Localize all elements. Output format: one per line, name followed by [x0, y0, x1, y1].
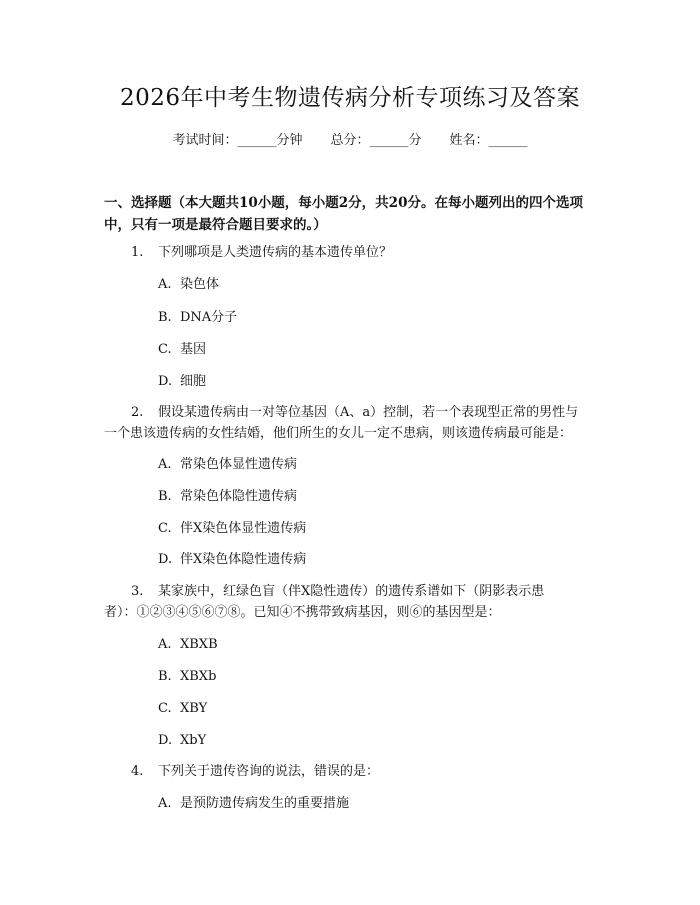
question-text: 下列哪项是人类遗传病的基本遗传单位？ — [158, 245, 393, 260]
option-label: D. — [158, 733, 173, 748]
option-label: B. — [158, 310, 172, 325]
option-text: XBXB — [180, 637, 218, 652]
student-name-field: 姓名：______ — [449, 133, 528, 148]
page-title: 2026年中考生物遗传病分析专项练习及答案 — [119, 85, 581, 111]
option-text: 常染色体隐性遗传病 — [180, 489, 298, 504]
question-2-option-b — [158, 487, 297, 507]
question-4-option-a — [158, 794, 349, 814]
question-3-option-a — [158, 635, 218, 655]
question-1-stem — [131, 243, 392, 263]
option-text: 常染色体显性遗传病 — [180, 457, 298, 472]
option-text: DNA分子 — [180, 310, 238, 325]
option-text: XBXb — [180, 669, 217, 684]
question-number: 1. — [131, 245, 144, 260]
section-heading: 一、选择题（本大题共10小题，每小题2分，共20分。在每小题列出的四个选项中，只有一项是最符合题目要求的。） — [104, 195, 583, 233]
question-number: 4. — [131, 764, 144, 779]
question-1-option-c — [158, 340, 206, 360]
question-2-stem-line-1 — [131, 403, 578, 423]
question-1-option-b — [158, 308, 237, 328]
question-1-option-a — [158, 275, 219, 295]
option-label: A. — [158, 457, 172, 472]
option-text: 基因 — [180, 342, 207, 357]
option-label: D. — [158, 374, 173, 389]
option-label: A. — [158, 277, 172, 292]
option-text: 是预防遗传病发生的重要措施 — [180, 796, 350, 811]
question-number: 2. — [131, 405, 144, 420]
question-text: 下列关于遗传咨询的说法，错误的是： — [158, 764, 380, 779]
option-label: C. — [158, 521, 172, 536]
option-label: B. — [158, 669, 172, 684]
exam-meta — [0, 131, 700, 151]
question-2-stem-line-2: 一个患该遗传病的女性结婚，他们所生的女儿一定不患病，则该遗传病最可能是： — [104, 426, 573, 441]
total-score-field: 总分：______分 — [330, 133, 422, 148]
question-2-option-a — [158, 455, 297, 475]
option-label: A. — [158, 637, 172, 652]
question-3-option-c — [158, 699, 207, 719]
option-text: 伴X染色体显性遗传病 — [180, 521, 307, 536]
option-label: D. — [158, 552, 173, 567]
option-label: C. — [158, 342, 172, 357]
option-label: A. — [158, 796, 172, 811]
question-4-stem — [131, 762, 379, 782]
question-3-stem-line-1 — [131, 582, 544, 602]
option-text: XbY — [180, 733, 207, 748]
option-text: XBY — [180, 701, 208, 716]
question-number: 3. — [131, 584, 144, 599]
question-text: 某家族中，红绿色盲（伴X隐性遗传）的遗传系谱如下（阴影表示患 — [158, 584, 545, 599]
question-1-option-d — [158, 372, 206, 392]
question-3-stem-line-2: 者）：①②③④⑤⑥⑦⑧。已知④不携带致病基因，则⑥的基因型是： — [104, 605, 501, 620]
option-label: B. — [158, 489, 172, 504]
option-text: 细胞 — [180, 374, 207, 389]
question-3-option-d — [158, 731, 206, 751]
option-text: 伴X染色体隐性遗传病 — [180, 552, 307, 567]
question-2-option-c — [158, 519, 306, 539]
option-text: 染色体 — [180, 277, 220, 292]
question-2-option-d — [158, 550, 306, 570]
exam-time-field: 考试时间：______分钟 — [172, 133, 303, 148]
option-label: C. — [158, 701, 172, 716]
question-text: 假设某遗传病由一对等位基因（A、a）控制，若一个表现型正常的男性与 — [158, 405, 579, 420]
question-3-option-b — [158, 667, 216, 687]
